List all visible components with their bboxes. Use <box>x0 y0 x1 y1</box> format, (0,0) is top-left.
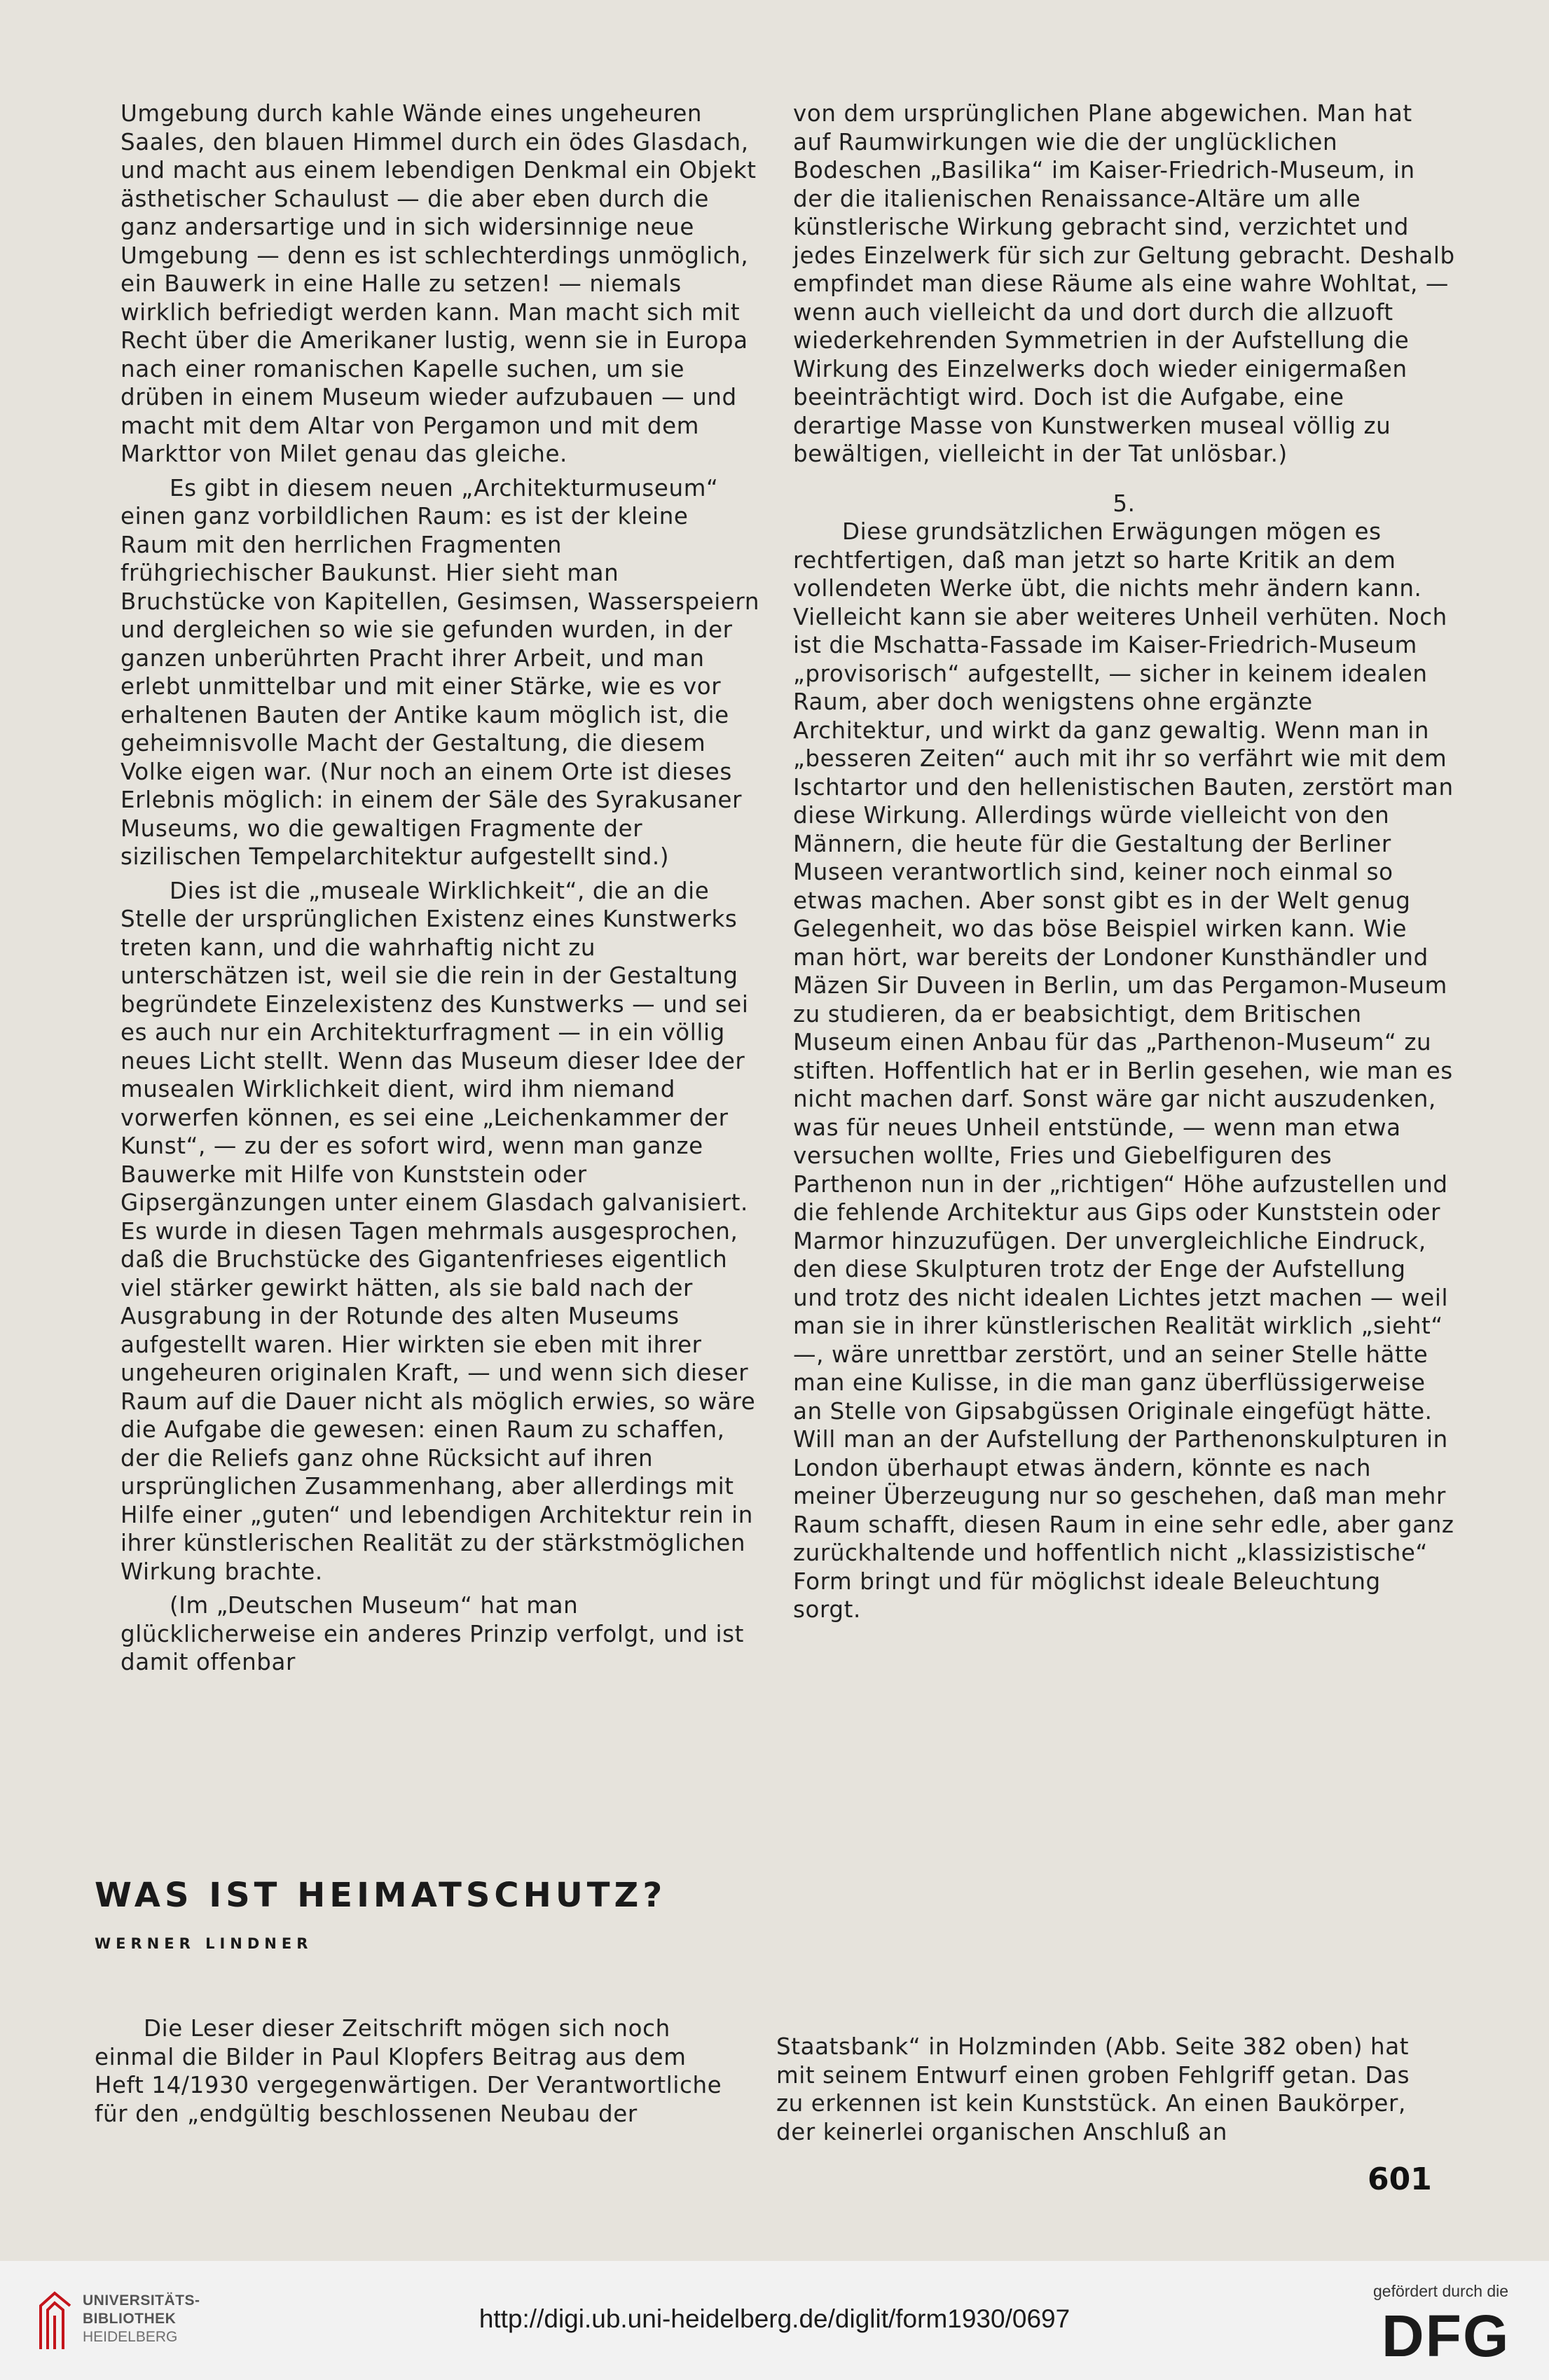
right-text-column <box>793 99 1455 1624</box>
paragraph: Staatsbank“ in Holzminden (Abb. Seite 382 oben) hat mit seinem Entwurf einen groben Fehlgriff getan. Das zu erkennen ist kein Kunststück. An einen Baukörper, der keinerlei organischen Anschluß an <box>776 2033 1410 2145</box>
funding-label: gefördert durch die <box>1373 2282 1509 2300</box>
article-title: WAS IST HEIMATSCHUTZ? <box>95 1876 667 1915</box>
footer-bar <box>0 2261 1549 2380</box>
section-number: 5. <box>1113 490 1136 517</box>
permalink-url[interactable]: http://digi.ub.uni-heidelberg.de/diglit/form1930/0697 <box>479 2304 1070 2333</box>
left-text-column <box>121 99 761 1677</box>
paragraph: von dem ursprünglichen Plane abgewichen. Man hat auf Raumwirkungen wie die der unglücklichen Bodeschen „Basilika“ im Kaiser-Friedrich-Museum, in der die italienischen Renaissance-Altäre um alle künstlerische Wirkung gebracht sind, verzichtet und jedes Einzelwerk für sich zur Geltung gebracht. Deshalb empfindet man diese Räume als eine wahre Wohltat, — wenn auch vielleicht da und dort durch die allzuoft wiederkehrenden Symmetrien in der Aufstellung die Wirkung des Einzelwerks doch wieder einigermaßen beeinträchtigt wird. Doch ist die Aufgabe, eine derartige Masse von Kunstwerken museal völlig zu bewältigen, vielleicht in der Tat unlösbar.) <box>793 100 1455 467</box>
article-left-column <box>95 2014 735 2128</box>
paragraph: Umgebung durch kahle Wände eines ungeheuren Saales, den blauen Himmel durch ein ödes Glasdach, und macht aus einem lebendigen Denkmal ein Objekt ästhetischer Schaulust — die aber eben durch die ganz andersartige und in sich widersinnige neue Umgebung — denn es ist schlechterdings unmöglich, ein Bauwerk in eine Halle zu setzen! — niemals wirklich befriedigt werden kann. Man macht sich mit Recht über die Amerikaner lustig, wenn sie in Europa nach einer romanischen Kapelle suchen, um sie drüben in einem Museum wieder aufzubauen — und macht mit dem Altar von Pergamon und mit dem Markttor von Milet genau das gleiche. <box>121 100 757 467</box>
paragraph: Die Leser dieser Zeitschrift mögen sich noch einmal die Bilder in Paul Klopfers Beitrag aus dem Heft 14/1930 vergegenwärtigen. Der Verantwortliche für den „endgültig beschlossenen Neubau der <box>95 2015 722 2127</box>
paragraph: (Im „Deutschen Museum“ hat man glücklicherweise ein anderes Prinzip verfolgt, und ist damit offenbar <box>121 1592 744 1675</box>
dfg-logo: DFG <box>1382 2303 1510 2369</box>
library-name: UNIVERSITÄTS- BIBLIOTHEK HEIDELBERG <box>83 2292 200 2345</box>
paragraph: Diese grundsätzlichen Erwägungen mögen es rechtfertigen, daß man jetzt so harte Kritik an dem vollendeten Werke übt, die nichts mehr ändern kann. Vielleicht kann sie aber weiteres Unheil verhüten. Noch ist die Mschatta-Fassade im Kaiser-Friedrich-Museum „provisorisch“ aufgestellt, — sicher in keinem idealen Raum, aber doch wenigstens ohne ergänzte Architektur, und wirkt da ganz gewaltig. Wenn man in „besseren Zeiten“ auch mit ihr so verfährt wie mit dem Ischtartor und den hellenistischen Bauten, zerstört man diese Wirkung. Allerdings würde vielleicht von den Männern, die heute für die Gestaltung der Berliner Museen verantwortlich sind, keiner noch einmal so etwas machen. Aber sonst gibt es in der Welt genug Gelegenheit, wo das böse Beispiel wirken kann. Wie man hört, war bereits der Londoner Kunsthändler und Mäzen Sir Duveen in Berlin, um das Pergamon-Museum zu studieren, da er beabsichtigt, dem Britischen Museum einen Anbau für das „Parthenon-Museum“ zu stiften. Hoffentlich hat er in Berlin gesehen, wie man es nicht machen darf. Sonst wäre gar nicht auszudenken, was für neues Unheil entstünde, — wenn man etwa versuchen wollte, Fries und Giebelfiguren des Parthenon nun in der „richtigen“ Höhe aufzustellen und die fehlende Architektur aus Gips oder Kunststein oder Marmor hinzuzufügen. Der unvergleichliche Eindruck, den diese Skulpturen trotz der Enge der Aufstellung und trotz des nicht idealen Lichtes jetzt machen — weil man sie in ihrer künstlerischen Realität wirklich „sieht“ —, wäre unrettbar zerstört, und an seiner Stelle hätte man eine Kulisse, in die man ganz überflüssigerweise an Stelle von Gipsabgüssen Originale eingefügt hätte. Will man an der Aufstellung der Parthenonskulpturen in London überhaupt etwas ändern, könnte es nach meiner Überzeugung nur so geschehen, daß man mehr Raum schafft, diesen Raum in eine sehr edle, aber ganz zurückhaltende und hoffentlich nicht „klassizistische“ Form bringt und für möglichst ideale Beleuchtung sorgt. <box>793 518 1454 1623</box>
paragraph: Dies ist die „museale Wirklichkeit“, die an die Stelle der ursprünglichen Existenz eines Kunstwerks treten kann, und die wahrhaftig nicht zu unterschätzen ist, weil sie die rein in der Gestaltung begründete Einzelexistenz des Kunstwerks — und sei es auch nur ein Architekturfragment — in ein völlig neues Licht stellt. Wenn das Museum dieser Idee der musealen Wirklichkeit dient, wird ihm niemand vorwerfen können, es sei eine „Leichenkammer der Kunst“, — zu der es sofort wird, wenn man ganze Bauwerke mit Hilfe von Kunststein oder Gipsergänzungen unter einem Glasdach galvanisiert. Es wurde in diesen Tagen mehrmals ausgesprochen, daß die Bruchstücke des Gigantenfrieses eigentlich viel stärker gewirkt hätten, als sie bald nach der Ausgrabung in der Rotunde des alten Museums aufgestellt waren. Hier wirkten sie eben mit ihrer ungeheuren originalen Kraft, — und wenn sich dieser Raum auf die Dauer nicht als möglich erwies, so wäre die Aufgabe die gewesen: einen Raum zu schaffen, der die Reliefs ganz ohne Rücksicht auf ihren ursprünglichen Zusammenhang, aber allerdings mit Hilfe einer „guten“ und lebendigen Architektur rein in ihrer künstlerischen Realität zu der stärkstmöglichen Wirkung brachte. <box>121 877 756 1585</box>
article-right-column <box>776 2033 1438 2146</box>
paragraph: Es gibt in diesem neuen „Architekturmuseum“ einen ganz vorbildlichen Raum: es ist der kleine Raum mit den herrlichen Fragmenten frühgriechischer Baukunst. Hier sieht man Bruchstücke von Kapitellen, Gesimsen, Wasserspeiern und dergleichen so wie sie gefunden wurden, in der ganzen unberührten Pracht ihrer Arbeit, und man erlebt unmittelbar und mit einer Stärke, wie es vor erhaltenen Bauten der Antike kaum möglich ist, die geheimnisvolle Macht der Gestaltung, die diesem Volke eigen war. (Nur noch an einem Orte ist dieses Erlebnis möglich: in einem der Säle des Syrakusaner Museums, wo die gewaltigen Fragmente der sizilischen Tempelarchitektur aufgestellt sind.) <box>121 474 760 870</box>
page-number: 601 <box>1368 2161 1432 2197</box>
article-author: WERNER LINDNER <box>95 1935 313 1952</box>
